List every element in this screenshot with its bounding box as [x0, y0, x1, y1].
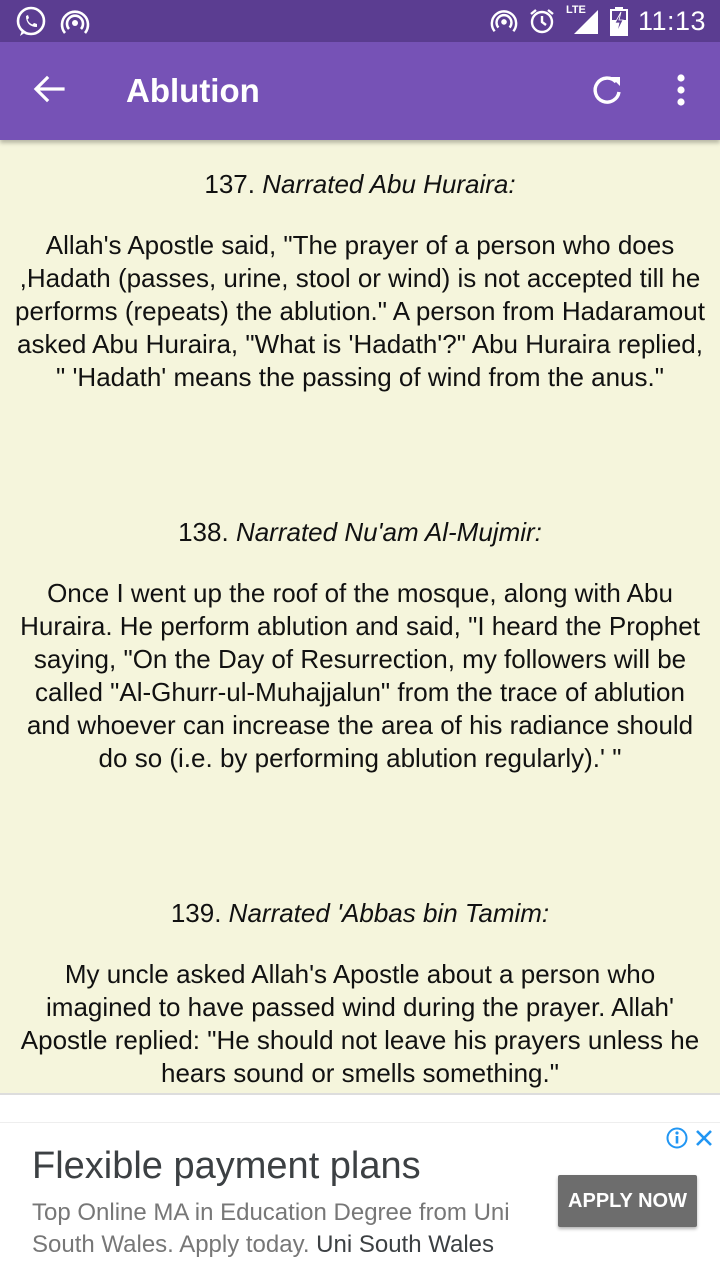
ad-close-icon[interactable]	[694, 1128, 714, 1153]
hadith-header	[12, 516, 708, 549]
ad-advertiser: Uni South Wales	[316, 1231, 495, 1258]
alarm-icon	[528, 7, 556, 35]
ad-banner[interactable]	[0, 1122, 720, 1280]
battery-charging-icon	[610, 6, 628, 36]
more-options-button[interactable]	[656, 67, 706, 117]
hadith-item	[0, 516, 720, 775]
signal-icon	[566, 6, 600, 36]
refresh-button[interactable]	[582, 67, 632, 117]
status-bar	[0, 0, 720, 42]
refresh-icon	[590, 73, 624, 112]
ad-info-icon[interactable]	[666, 1127, 688, 1154]
ad-title[interactable]: Flexible payment plans	[32, 1145, 421, 1187]
whatsapp-icon	[14, 5, 48, 39]
ad-description-text: Top Online MA in Education Degree from Uni South Wales. Apply today.	[32, 1199, 510, 1258]
hadith-narrator: Narrated Nu'am Al-Mujmir:	[235, 517, 542, 547]
network-type-label: LTE	[565, 4, 586, 16]
ad-description	[32, 1197, 532, 1261]
status-time: 11:13	[637, 5, 706, 36]
hadith-item	[0, 168, 720, 394]
page-title: Ablution	[126, 72, 260, 109]
hadith-number: 138.	[178, 517, 229, 547]
hadith-list[interactable]	[0, 140, 720, 1094]
ad-divider	[0, 1093, 720, 1095]
hotspot-icon	[490, 7, 518, 35]
hadith-number: 137.	[204, 169, 255, 199]
back-button[interactable]	[22, 67, 76, 115]
hadith-text: My uncle asked Allah's Apostle about a person who imagined to have passed wind during the prayer. Allah' Apostle replied: "He should not leave his prayers unless he hears sound or smells something."	[20, 959, 700, 1088]
hadith-number: 139.	[170, 898, 222, 928]
hadith-header	[12, 897, 708, 930]
hadith-text: Allah's Apostle said, "The prayer of a person who does ,Hadath (passes, urine, stool or wind) is not accepted till he performs (repeats) the ablution." A person from Hadaramout asked Abu Huraira, "What is 'Hadath'?" Abu Huraira replied, " 'Hadath' means the passing of wind from the anus."	[15, 230, 705, 392]
app-bar	[0, 42, 720, 140]
more-vert-icon	[676, 74, 686, 111]
hadith-item	[0, 897, 720, 1090]
apply-now-button[interactable]: APPLY NOW	[558, 1175, 697, 1227]
hadith-narrator: Narrated Abu Huraira:	[262, 169, 516, 199]
arrow-left-icon	[33, 75, 65, 108]
ad-badges	[666, 1127, 714, 1154]
hadith-narrator: Narrated 'Abbas bin Tamim:	[228, 898, 550, 928]
hadith-header	[12, 168, 708, 201]
hotspot-icon	[60, 7, 90, 37]
hadith-text: Once I went up the roof of the mosque, along with Abu Huraira. He perform ablution and said, "I heard the Prophet saying, "On the Day of Resurrection, my followers will be called "Al-Ghurr-ul-Muhajjalun" from the trace of ablution and whoever can increase the area of his radiance should do so (i.e. by performing ablution regularly).' "	[20, 578, 700, 773]
